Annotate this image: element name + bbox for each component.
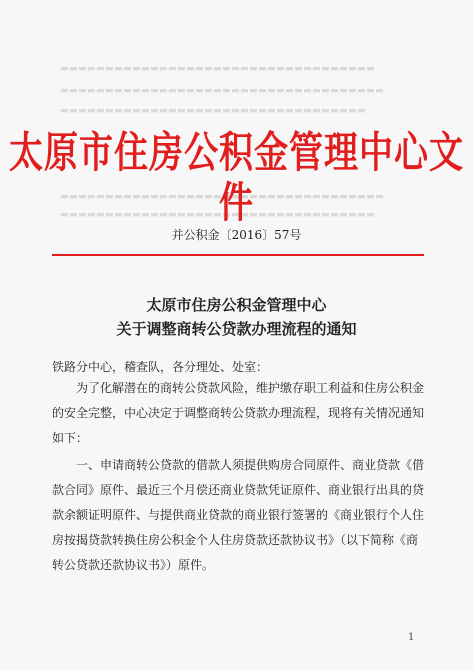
bleed-through-decoration: ▬▬▬▬▬▬▬▬▬▬▬▬▬▬▬▬▬▬▬▬▬▬▬▬▬▬▬▬▬▬▬▬▬▬▬▬ [60,192,385,202]
bleed-through-decoration: ▬▬▬▬▬▬▬▬▬▬▬▬▬▬▬▬▬▬▬▬▬▬▬▬▬▬▬▬▬▬▬▬▬▬ [60,106,367,116]
addressee: 铁路分中心，稽查队，各分理处、处室： [52,360,269,374]
body-paragraph-intro: 为了化解潜在的商转公贷款风险，维护缴存职工利益和住房公积金的安全完整，中心决定于调整商转公贷款办理流程，现将有关情况通知如下： [52,381,425,445]
bleed-through-decoration: ▬▬▬▬▬▬▬▬▬▬▬▬▬▬▬▬▬▬▬▬▬▬▬▬▬▬▬▬▬▬▬▬▬▬▬▬ [60,86,385,96]
body-paragraph-item-1: 一、申请商转公贷款的借款人须提供购房合同原件、商业贷款《借款合同》原件、最近三个月偿还商业贷款凭证原件、商业银行出具的贷款余额证明原件、与提供商业贷款的商业银行签署的《商业银行个人住房按揭贷款转换住房公积金个人住房贷款还款协议书》（以下简称《商转公贷款还款协议书》）原件。 [52,458,425,572]
notice-title-line-2: 关于调整商转公贷款办理流程的通知 [116,320,357,338]
red-divider-line [52,254,424,256]
document-number: 并公积金〔2016〕57号 [171,228,302,242]
notice-title-line-1: 太原市住房公积金管理中心 [146,296,327,314]
bleed-through-decoration: ▬▬▬▬▬▬▬▬▬▬▬▬▬▬▬▬▬▬▬▬▬▬▬▬▬▬▬▬▬▬▬▬▬▬▬ [60,210,376,220]
document-masthead: 太原市住房公积金管理中心文件 [9,128,464,228]
page-number: 1 [408,632,415,643]
bleed-through-decoration: ▬▬▬▬▬▬▬▬▬▬▬▬▬▬▬▬▬▬▬▬▬▬▬▬▬▬▬▬▬▬▬▬▬▬▬ [60,64,376,74]
